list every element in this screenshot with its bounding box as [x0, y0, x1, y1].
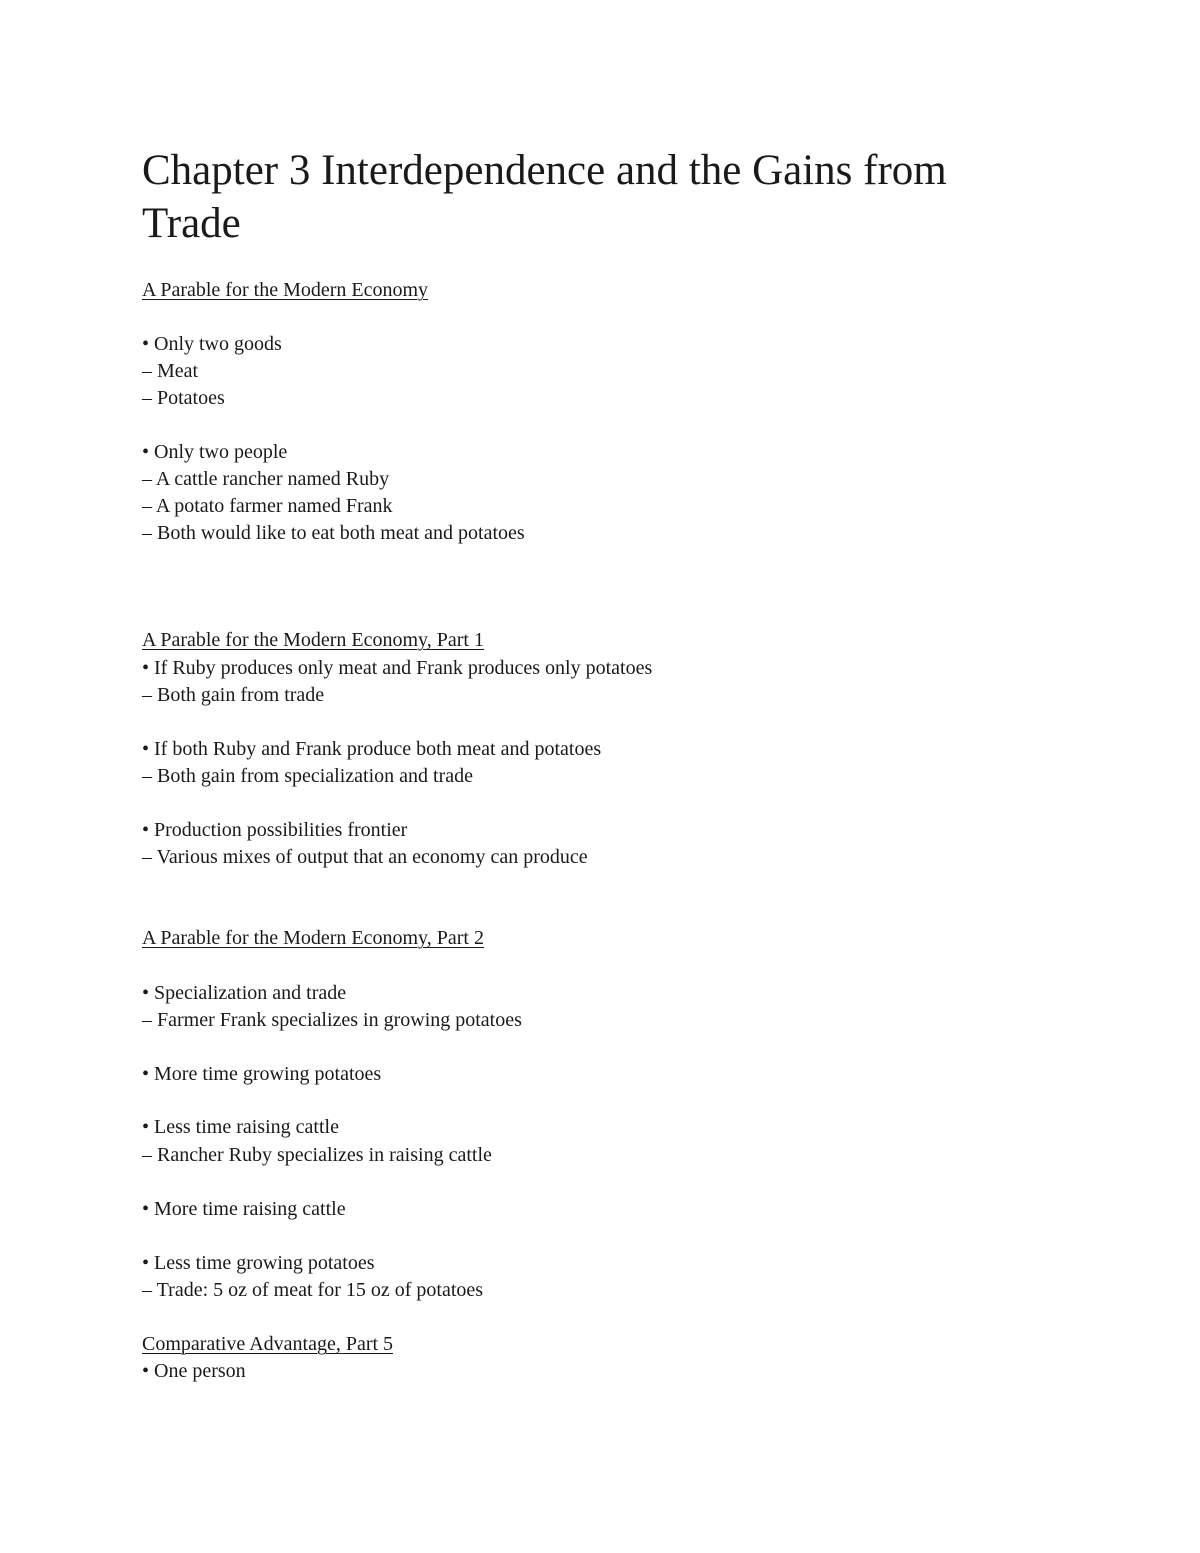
sub-item: – Both gain from trade [142, 684, 325, 706]
bullet-item: • Less time raising cattle [142, 1116, 339, 1138]
sub-item: – Both would like to eat both meat and potatoes [142, 522, 525, 544]
bullet-item: • Only two people [142, 441, 288, 463]
section-heading: A Parable for the Modern Economy, Part 1 [142, 629, 484, 651]
sub-item: – A cattle rancher named Ruby [142, 468, 390, 490]
sub-item: – Rancher Ruby specializes in raising cattle [142, 1144, 492, 1166]
section-heading: Comparative Advantage, Part 5 [142, 1333, 394, 1355]
sub-item: – Both gain from specialization and trade [142, 765, 474, 787]
bullet-item: • More time raising cattle [142, 1198, 346, 1220]
bullet-item: • Specialization and trade [142, 982, 347, 1004]
sub-item: – A potato farmer named Frank [142, 495, 393, 517]
section-heading: A Parable for the Modern Economy [142, 279, 429, 301]
sub-item: – Trade: 5 oz of meat for 15 oz of potatoes [142, 1279, 484, 1301]
sub-item: – Potatoes [142, 387, 225, 409]
sub-item: – Farmer Frank specializes in growing potatoes [142, 1009, 522, 1031]
bullet-item: • Only two goods [142, 333, 282, 355]
bullet-item: • If Ruby produces only meat and Frank produces only potatoes [142, 657, 653, 679]
sub-item: – Meat [142, 360, 199, 382]
bullet-item: • If both Ruby and Frank produce both meat and potatoes [142, 738, 602, 760]
section-heading: A Parable for the Modern Economy, Part 2 [142, 927, 484, 949]
sub-item: – Various mixes of output that an economy can produce [142, 846, 588, 868]
document-title: Chapter 3 Interdependence and the Gains from Trade [142, 147, 947, 247]
bullet-item: • More time growing potatoes [142, 1063, 382, 1085]
bullet-item: • Production possibilities frontier [142, 819, 408, 841]
bullet-item: • Less time growing potatoes [142, 1252, 375, 1274]
bullet-item: • One person [142, 1360, 246, 1382]
